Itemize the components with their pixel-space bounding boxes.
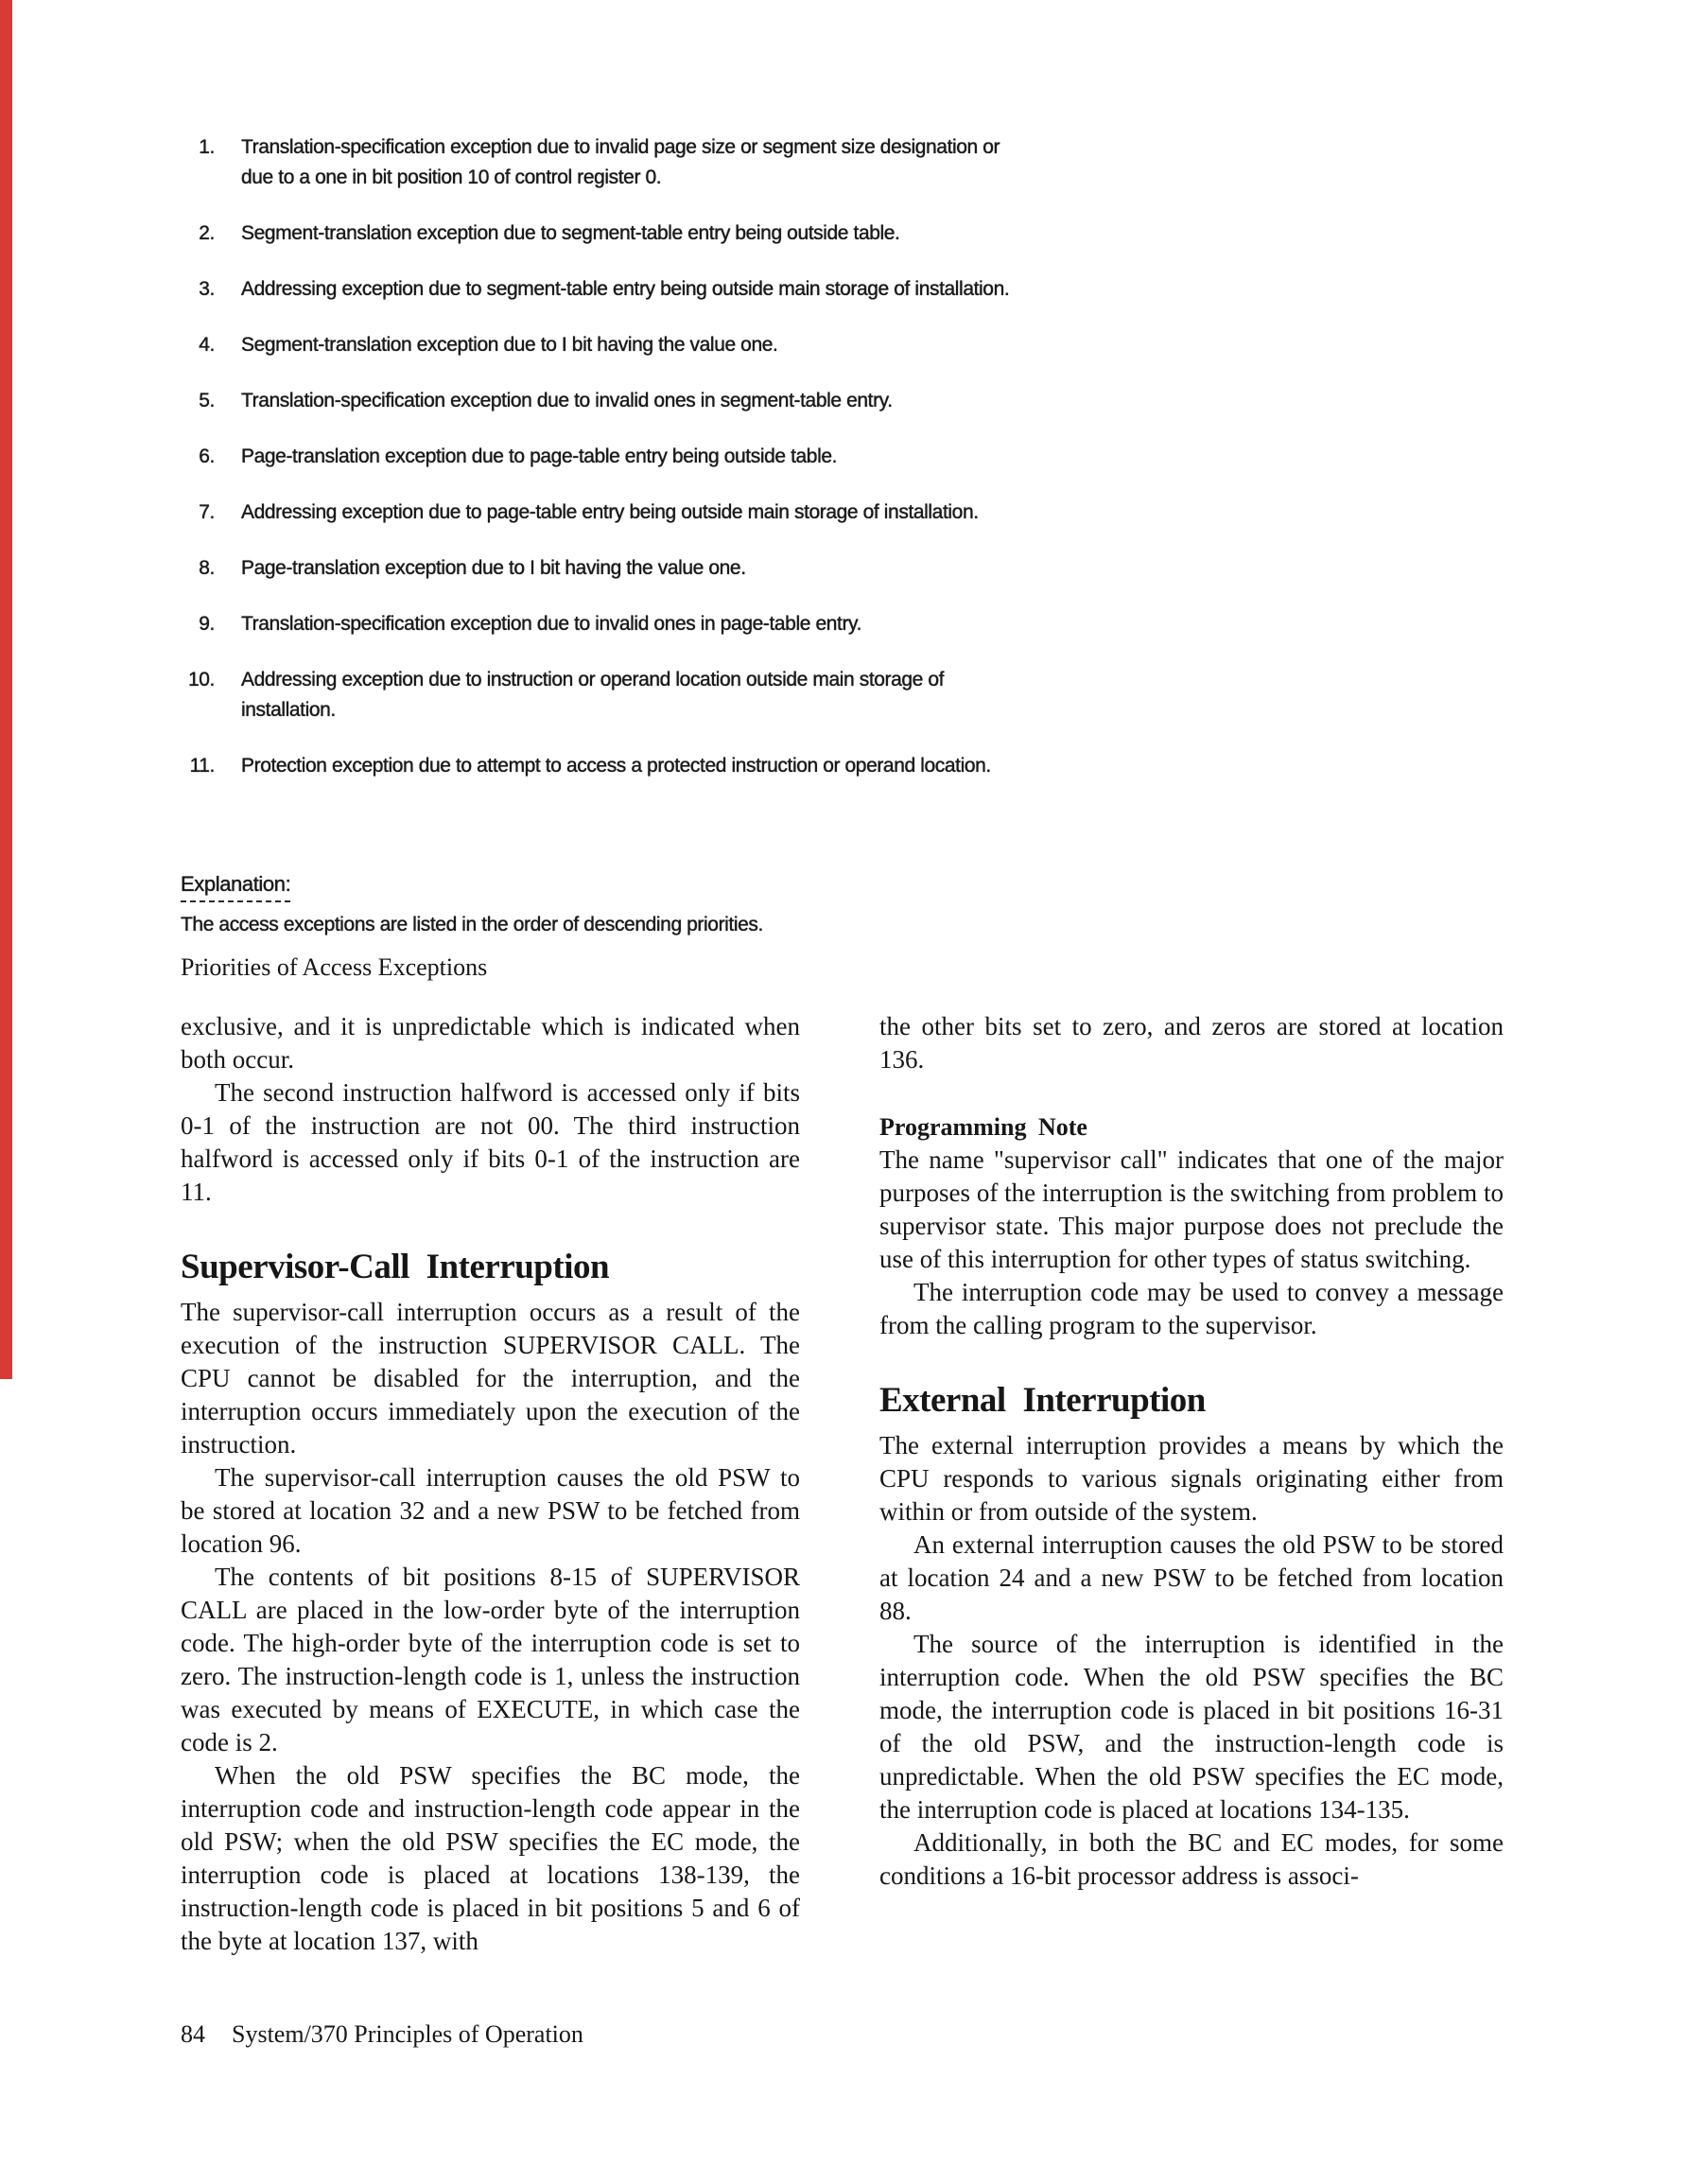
list-item-number: 7. — [199, 501, 215, 523]
list-item-number: 5. — [199, 390, 215, 411]
explanation-label: Explanation: — [181, 872, 290, 902]
page-edge-red-stripe — [0, 0, 12, 1379]
page-footer — [181, 2020, 583, 2049]
paragraph: The external interruption provides a means by which the CPU responds to various signals originating either from within or from outside of the system. — [879, 1431, 1504, 1526]
list-item — [170, 330, 1069, 360]
list-item — [170, 553, 1069, 584]
list-item-number: 11. — [189, 755, 215, 777]
list-item-text: Addressing exception due to instruction or operand location outside main storage of installation. — [241, 669, 945, 721]
paragraph: The source of the interruption is identified in the interruption code. When the old PSW specifies the BC mode, the interruption code is placed in bit positions 16-31 of the old PSW, and the instruction-length code is unpredictable. When the old PSW specifies the EC mode, the interruption code is placed at locations 134-135. — [879, 1630, 1504, 1824]
paragraph: Additionally, in both the BC and EC modes, for some conditions a 16-bit processor address is associ- — [879, 1828, 1504, 1890]
list-item-number: 8. — [199, 557, 215, 579]
paragraph: An external interruption causes the old PSW to be stored at location 24 and a new PSW to be fetched from location 88. — [879, 1530, 1504, 1625]
paragraph: The name "supervisor call" indicates that one of the major purposes of the interruption is the switching from problem to supervisor state. This major purpose does not preclude the use of this interruption for other types of status switching. — [879, 1145, 1504, 1273]
list-item-number: 1. — [199, 136, 215, 158]
explanation-text: The access exceptions are listed in the order of descending priorities. — [181, 914, 763, 935]
footer-page-number: 84 — [181, 2020, 205, 2048]
paragraph: When the old PSW specifies the BC mode, the interruption code and instruction-length code appear in the old PSW; when the old PSW specifies the EC mode, the interruption code is placed at locations 138-139, the instruction-length code is placed in bit positions 5 and 6 of the byte at location 137, with — [181, 1761, 800, 1955]
paragraph: The contents of bit positions 8-15 of SUPERVISOR CALL are placed in the low-order byte of the interruption code. The high-order byte of the interruption code is set to zero. The instruction-length code is 1, unless the instruction was executed by means of EXECUTE, in which case the code is 2. — [181, 1563, 800, 1756]
list-item-number: 2. — [199, 222, 215, 244]
list-item — [170, 665, 1069, 725]
body-column-right — [879, 1010, 1504, 1893]
section-heading-external-interruption: External Interruption — [879, 1381, 1206, 1420]
list-item — [170, 218, 1069, 249]
list-item-number: 10. — [188, 669, 215, 690]
list-item — [170, 498, 1069, 528]
list-item-text: Segment-translation exception due to segment-table entry being outside table. — [241, 222, 900, 244]
section-heading-programming-note: Programming Note — [879, 1113, 1087, 1141]
list-item-text: Page-translation exception due to I bit having the value one. — [241, 557, 746, 579]
figure-caption: Priorities of Access Exceptions — [181, 953, 488, 981]
list-item-number: 3. — [199, 278, 215, 300]
paragraph: The supervisor-call interruption occurs as a result of the execution of the instruction SUPERVISOR CALL. The CPU cannot be disabled for the interruption, and the interruption occurs immediately upon the execution of the instruction. — [181, 1298, 800, 1459]
list-item-number: 9. — [199, 613, 215, 635]
list-item-text: Segment-translation exception due to I bit having the value one. — [241, 334, 778, 356]
list-item-text: Addressing exception due to segment-table entry being outside main storage of installation. — [241, 278, 1010, 300]
footer-title: System/370 Principles of Operation — [232, 2020, 583, 2048]
paragraph: the other bits set to zero, and zeros are stored at location 136. — [879, 1012, 1504, 1074]
paragraph: exclusive, and it is unpredictable which is indicated when both occur. — [181, 1012, 800, 1074]
list-item — [170, 609, 1069, 639]
list-item — [170, 442, 1069, 472]
list-item-text: Translation-specification exception due to invalid ones in segment-table entry. — [241, 390, 893, 411]
list-item — [170, 274, 1069, 305]
list-item-text: Translation-specification exception due to invalid ones in page-table entry. — [241, 613, 862, 635]
body-column-left — [181, 1010, 800, 1958]
list-item-number: 4. — [199, 334, 215, 356]
exception-list — [170, 132, 1069, 807]
section-heading-supervisor-call: Supervisor-Call Interruption — [181, 1248, 610, 1286]
list-item-text: Page-translation exception due to page-table entry being outside table. — [241, 446, 838, 467]
paragraph: The interruption code may be used to convey a message from the calling program to the supervisor. — [879, 1278, 1504, 1339]
list-item — [170, 386, 1069, 416]
paragraph: The second instruction halfword is accessed only if bits 0-1 of the instruction are not 00. The third instruction halfword is accessed only if bits 0-1 of the instruction are 11. — [181, 1078, 800, 1206]
list-item — [170, 751, 1069, 781]
list-item-text: Protection exception due to attempt to access a protected instruction or operand location. — [241, 755, 991, 777]
list-item-text: Addressing exception due to page-table entry being outside main storage of installation. — [241, 501, 979, 523]
list-item — [170, 132, 1069, 193]
list-item-number: 6. — [199, 446, 215, 467]
list-item-text: Translation-specification exception due to invalid page size or segment size designation or due to a one in bit position 10 of control register 0. — [241, 136, 1000, 188]
paragraph: The supervisor-call interruption causes the old PSW to be stored at location 32 and a new PSW to be fetched from location 96. — [181, 1463, 800, 1558]
